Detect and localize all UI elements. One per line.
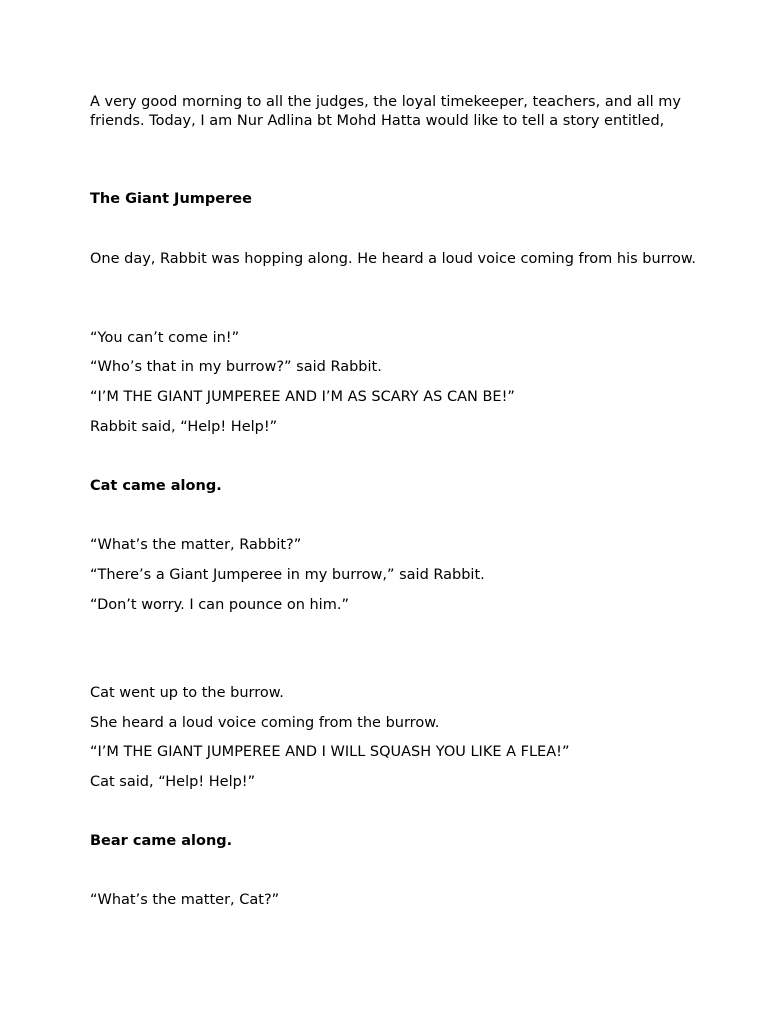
dialogue-line: Cat said, “Help! Help!” [90, 774, 256, 790]
rabbit-paragraph: One day, Rabbit was hopping along. He heard a loud voice coming from his burrow. [90, 251, 697, 267]
dialogue-line: “Don’t worry. I can pounce on him.” [90, 597, 349, 613]
dialogue-line: “There’s a Giant Jumperee in my burrow,” said Rabbit. [90, 567, 485, 583]
dialogue-line: “I’M THE GIANT JUMPEREE AND I’M AS SCARY AS CAN BE!” [90, 389, 515, 405]
intro-paragraph: A very good morning to all the judges, the loyal timekeeper, teachers, and all my friends. Today, I am Nur Adlina bt Mohd Hatta would like to tell a story entitled, [90, 94, 681, 129]
dialogue-line: “What’s the matter, Cat?” [90, 892, 280, 908]
dialogue-line: “You can’t come in!” [90, 330, 240, 346]
narration-line: Cat went up to the burrow. [90, 685, 284, 701]
dialogue-line: “I’M THE GIANT JUMPEREE AND I WILL SQUASH YOU LIKE A FLEA!” [90, 744, 570, 760]
section-heading-bear: Bear came along. [90, 833, 233, 849]
dialogue-line: “What’s the matter, Rabbit?” [90, 537, 302, 553]
story-title: The Giant Jumperee [90, 191, 252, 207]
dialogue-line: “Who’s that in my burrow?” said Rabbit. [90, 359, 382, 375]
dialogue-line: Rabbit said, “Help! Help!” [90, 419, 278, 435]
narration-line: She heard a loud voice coming from the burrow. [90, 715, 440, 731]
section-heading-cat: Cat came along. [90, 478, 222, 494]
